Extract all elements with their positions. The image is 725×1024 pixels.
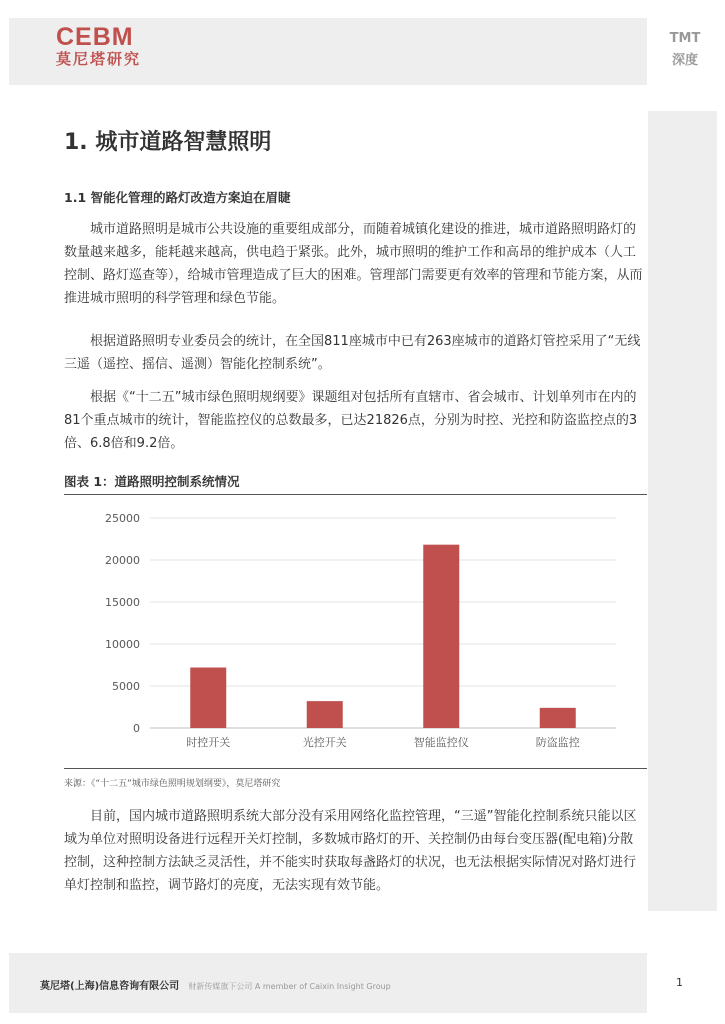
figure-bottom-rule [64, 768, 647, 769]
footer-company: 莫尼塔(上海)信息咨询有限公司 [40, 981, 180, 992]
y-tick-label: 25000 [105, 512, 140, 525]
figure-source: 来源：《“十二五”城市绿色照明规划纲要》，莫尼塔研究 [64, 779, 281, 789]
paragraph-2: 根据道路照明专业委员会的统计，在全国811座城市中已有263座城市的道路灯管控采用了“无线三遥（遥控、摇信、遥测）智能化控制系统”。 [64, 334, 641, 372]
logo-subtitle: 莫尼塔研究 [56, 50, 142, 68]
logo-mark: CEBM [56, 23, 134, 51]
bar [307, 701, 343, 728]
footer-info [40, 977, 391, 992]
x-tick-label: 防盗监控 [535, 736, 580, 749]
figure-top-rule [64, 494, 647, 495]
category-tag-line2: 深度 [671, 53, 698, 68]
x-tick-label: 时控开关 [186, 736, 231, 749]
side-band [648, 111, 717, 911]
category-tag-line1: TMT [669, 31, 701, 46]
bar [540, 708, 576, 728]
y-tick-label: 0 [133, 722, 140, 735]
paragraph-4: 目前，国内城市道路照明系统大部分没有采用网络化监控管理，“三遥”智能化控制系统只能以区域为单位对照明设备进行远程开关灯控制，多数城市路灯的开、关控制仍由每台变压器(配电箱)分散控制，这种控制方法缺乏灵活性，并不能实时获取每盏路灯的状况，也无法根据实际情况对路灯进行单灯控制和监控，调节路灯的亮度，无法实现有效节能。 [64, 809, 637, 893]
y-tick-label: 10000 [105, 638, 140, 651]
page-number: 1 [676, 976, 683, 989]
section-title: 1. 城市道路智慧照明 [64, 130, 272, 155]
paragraph-3: 根据《“十二五”城市绿色照明规纲要》课题组对包括所有直辖市、省会城市、计划单列市在内的81个重点城市的统计，智能监控仪的总数最多，已达21826点，分别为时控、光控和防盗监控点的3倍、6.8倍和9.2倍。 [64, 390, 638, 451]
section-subtitle: 1.1 智能化管理的路灯改造方案迫在眉睫 [64, 190, 291, 205]
y-tick-label: 15000 [105, 596, 140, 609]
y-tick-label: 20000 [105, 554, 140, 567]
paragraph-1: 城市道路照明是城市公共设施的重要组成部分，而随着城镇化建设的推进，城市道路照明路灯的数量越来越多，能耗越来越高，供电趋于紧张。此外，城市照明的维护工作和高昂的维护成本（人工控制、路灯巡查等），给城市管理造成了巨大的困难。管理部门需要更有效率的管理和节能方案，从而推进城市照明的科学管理和绿色节能。 [64, 222, 643, 306]
footer-member: 财新传媒旗下公司 A member of Caixin Insight Group [188, 982, 391, 991]
bar-chart [64, 501, 639, 763]
logo [56, 24, 166, 72]
figure-title: 图表 1：道路照明控制系统情况 [64, 474, 240, 489]
x-tick-label: 光控开关 [302, 736, 347, 749]
chart-svg [64, 501, 639, 763]
category-tag [656, 28, 714, 72]
x-tick-label: 智能监控仪 [413, 736, 469, 749]
bar [423, 545, 459, 728]
bar [190, 668, 226, 728]
y-tick-label: 5000 [112, 680, 140, 693]
